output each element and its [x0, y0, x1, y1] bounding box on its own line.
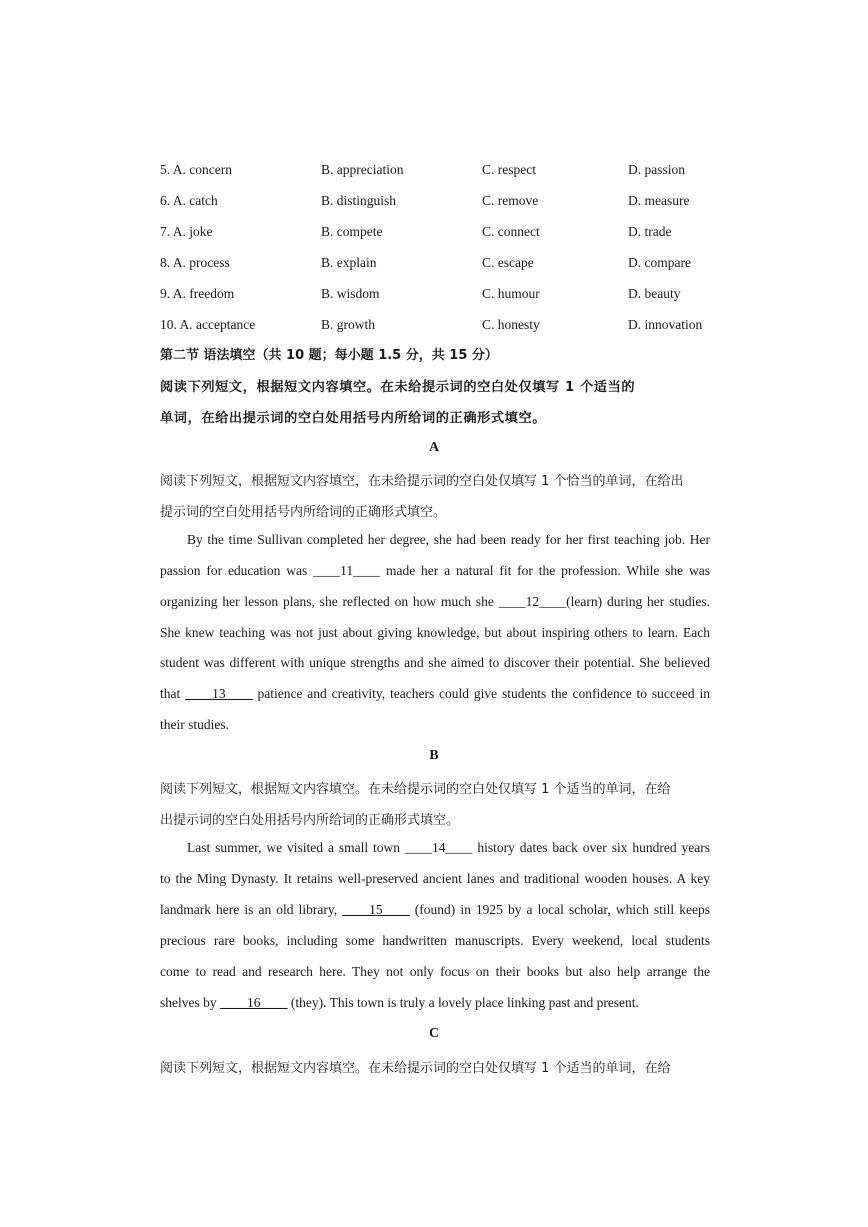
- passage-instruction: 出提示词的空白处用括号内所给词的正确形式填空。: [160, 813, 460, 828]
- passage-instruction: 提示词的空白处用括号内所给词的正确形式填空。: [160, 505, 447, 520]
- option-d: D. passion: [628, 162, 685, 177]
- option-d: D. innovation: [628, 317, 703, 332]
- passage-letter: B: [429, 748, 439, 763]
- option-c: C. remove: [482, 193, 539, 208]
- passage-instruction: 阅读下列短文，根据短文内容填空。在未给提示词的空白处仅填写 1 个适当的单词，在给: [160, 1061, 671, 1076]
- text-run: landmark here is an old library,: [160, 902, 343, 917]
- text-run: history dates back over six hundred years: [472, 840, 710, 855]
- option-d: D. beauty: [628, 286, 681, 301]
- text-run: made her a natural fit for the profession. While she was: [380, 563, 710, 578]
- option-row: [160, 255, 720, 275]
- section-heading: 第二节 语法填空（共 10 题；每小题 1.5 分，共 15 分）: [160, 348, 498, 363]
- text-run: patience and creativity, teachers could give students the confidence to succeed in: [252, 686, 710, 701]
- option-a: 9. A. freedom: [160, 286, 235, 301]
- option-b: B. appreciation: [321, 162, 404, 177]
- section-instruction: 单词，在给出提示词的空白处用括号内所给词的正确形式填空。: [160, 411, 547, 426]
- option-b: B. wisdom: [321, 286, 380, 301]
- blank-13[interactable]: ____13____: [185, 686, 253, 701]
- option-row: [160, 317, 720, 337]
- option-d: D. trade: [628, 224, 672, 239]
- option-row: [160, 162, 720, 182]
- passage-line: precious rare books, including some handwritten manuscripts. Every weekend, local students: [160, 933, 710, 948]
- option-d: D. compare: [628, 255, 691, 270]
- option-b: B. compete: [321, 224, 383, 239]
- passage-line: [160, 686, 710, 702]
- option-d: D. measure: [628, 193, 690, 208]
- blank-15[interactable]: ____15____: [342, 902, 410, 917]
- option-c: C. respect: [482, 162, 536, 177]
- option-row: [160, 224, 720, 244]
- option-a: 5. A. concern: [160, 162, 232, 177]
- blank-16[interactable]: ____16____: [220, 995, 288, 1010]
- option-row: [160, 193, 720, 213]
- passage-letter: C: [428, 1026, 440, 1041]
- option-row: [160, 286, 720, 306]
- passage-letter: A: [428, 440, 440, 455]
- passage-line: their studies.: [160, 717, 229, 732]
- passage-line: [160, 594, 710, 610]
- passage-instruction: 阅读下列短文，根据短文内容填空。在未给提示词的空白处仅填写 1 个适当的单词，在给: [160, 782, 671, 797]
- passage-line: [187, 840, 710, 856]
- option-a: 8. A. process: [160, 255, 230, 270]
- passage-line: student was different with unique strengths and she aimed to discover their potential. She believed: [160, 655, 710, 670]
- option-b: B. growth: [321, 317, 375, 332]
- option-a: 10. A. acceptance: [160, 317, 256, 332]
- blank-11[interactable]: ____11____: [313, 563, 381, 578]
- passage-line: [160, 902, 710, 918]
- option-c: C. connect: [482, 224, 540, 239]
- text-run: Last summer, we visited a small town: [187, 840, 405, 855]
- text-run: that: [160, 686, 186, 701]
- passage-line: [160, 995, 710, 1011]
- option-a: 7. A. joke: [160, 224, 213, 239]
- passage-instruction: 阅读下列短文，根据短文内容填空，在未给提示词的空白处仅填写 1 个恰当的单词，在给出: [160, 474, 684, 489]
- option-a: 6. A. catch: [160, 193, 218, 208]
- passage-line: to the Ming Dynasty. It retains well-preserved ancient lanes and traditional wooden houses. A key: [160, 871, 710, 886]
- passage-line: By the time Sullivan completed her degree, she had been ready for her first teaching job. Her: [187, 532, 710, 547]
- text-run: (they). This town is truly a lovely place linking past and present.: [287, 995, 639, 1010]
- option-c: C. escape: [482, 255, 534, 270]
- text-run: (learn) during her studies.: [566, 594, 710, 609]
- blank-12[interactable]: ____12____: [498, 594, 567, 609]
- passage-line: come to read and research here. They not only focus on their books but also help arrange the: [160, 964, 710, 979]
- passage-line: She knew teaching was not just about giving knowledge, but about inspiring others to learn. Each: [160, 625, 710, 640]
- text-run: (found) in 1925 by a local scholar, which still keeps: [409, 902, 710, 917]
- option-b: B. explain: [321, 255, 377, 270]
- option-c: C. humour: [482, 286, 540, 301]
- blank-14[interactable]: ____14____: [404, 840, 473, 855]
- text-run: shelves by: [160, 995, 220, 1010]
- text-run: organizing her lesson plans, she reflected on how much she: [160, 594, 499, 609]
- passage-line: [160, 563, 710, 579]
- option-b: B. distinguish: [321, 193, 397, 208]
- option-c: C. honesty: [482, 317, 540, 332]
- text-run: passion for education was: [160, 563, 314, 578]
- section-instruction: 阅读下列短文，根据短文内容填空。在未给提示词的空白处仅填写 1 个适当的: [160, 380, 636, 395]
